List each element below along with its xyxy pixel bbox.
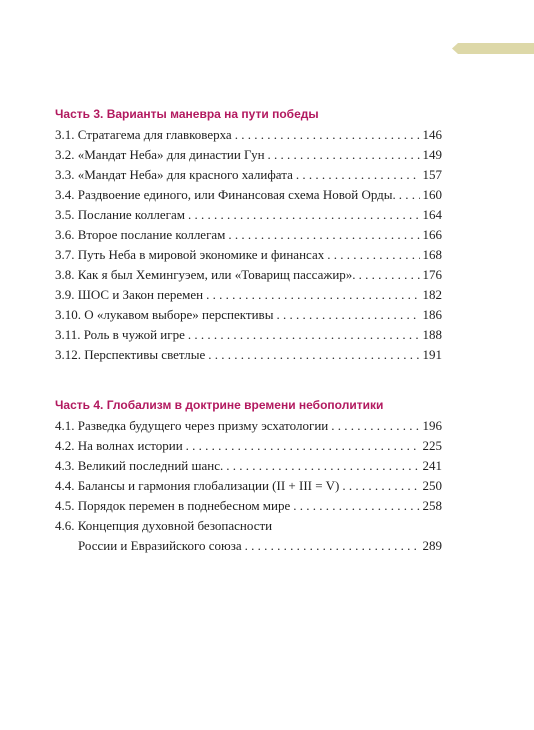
toc-entry-title: 3.6. Второе послание коллегам (55, 227, 226, 242)
toc-entry-4-6[interactable] (55, 516, 442, 556)
toc-entry-title: 4.3. Великий последний шанс. (55, 458, 224, 473)
toc-entry-page: 149 (422, 147, 442, 162)
dot-leader (342, 476, 419, 496)
dot-leader (296, 165, 420, 185)
toc-entry[interactable] (55, 456, 442, 476)
toc-entry-page: 186 (422, 307, 442, 322)
toc-part-4 (55, 396, 442, 556)
toc-entry-title-line1: 4.6. Концепция духовной безопасности (55, 518, 273, 533)
dot-leader (186, 436, 420, 456)
toc-entry-page: 191 (422, 347, 442, 362)
part-4-heading: Часть 4. Глобализм в доктрине времени небополитики (55, 398, 384, 412)
toc-entry-page: 168 (422, 247, 442, 262)
toc-entry-title: 3.5. Послание коллегам (55, 207, 185, 222)
toc-entry-page: 289 (422, 538, 442, 553)
toc-entry-page: 250 (422, 478, 442, 493)
toc-entry[interactable] (55, 476, 442, 496)
toc-entry-page: 182 (422, 287, 442, 302)
toc-entry-page: 166 (422, 227, 442, 242)
toc-entry[interactable] (55, 225, 442, 245)
toc-entry[interactable] (55, 145, 442, 165)
part-4-entries (55, 416, 442, 516)
toc-entry[interactable] (55, 436, 442, 456)
dot-leader (327, 245, 419, 265)
toc-entry-title: 3.4. Раздвоение единого, или Финансовая схема Новой Орды. (55, 187, 396, 202)
dot-leader (208, 345, 419, 365)
dot-leader (245, 536, 420, 556)
toc-entry-title: 3.8. Как я был Хемингуэем, или «Товарищ пассажир». (55, 267, 356, 282)
dot-leader (276, 305, 419, 325)
toc-entry[interactable] (55, 165, 442, 185)
toc-entry-title-line2: России и Евразийского союза (78, 538, 242, 553)
toc-entry-continuation (55, 536, 442, 556)
toc-entry-title: 4.1. Разведка будущего через призму эсхатологии (55, 418, 329, 433)
toc-entry-page: 176 (422, 267, 442, 282)
toc-entry-page: 258 (422, 498, 442, 513)
dot-leader (399, 185, 420, 205)
dot-leader (188, 205, 420, 225)
toc-entry-title: 3.3. «Мандат Неба» для красного халифата (55, 167, 293, 182)
toc-entry-title: 3.9. ШОС и Закон перемен (55, 287, 204, 302)
dot-leader (293, 496, 419, 516)
toc-entry-page: 196 (422, 418, 442, 433)
toc-entry-title: 4.5. Порядок перемен в поднебесном мире (55, 498, 291, 513)
toc-entry-page: 146 (422, 127, 442, 142)
toc-entry-title: 4.2. На волнах истории (55, 438, 183, 453)
toc-entry-page: 188 (422, 327, 442, 342)
dot-leader (228, 225, 419, 245)
toc-entry-title: 3.2. «Мандат Неба» для династии Гун (55, 147, 265, 162)
toc-entry-page: 160 (422, 187, 442, 202)
toc-entry[interactable] (55, 265, 442, 285)
toc-entry[interactable] (55, 496, 442, 516)
toc-entry-title: 3.7. Путь Неба в мировой экономике и финансах (55, 247, 325, 262)
toc-entry[interactable] (55, 325, 442, 345)
dot-leader (206, 285, 419, 305)
toc-entry-title: 3.10. О «лукавом выборе» перспективы (55, 307, 274, 322)
dot-leader (268, 145, 420, 165)
toc-entry-page: 157 (422, 167, 442, 182)
page-tab-marker (452, 43, 534, 54)
toc-entry[interactable] (55, 416, 442, 436)
toc-entry[interactable] (55, 345, 442, 365)
dot-leader (235, 125, 420, 145)
toc-entry[interactable] (55, 205, 442, 225)
toc-part-3 (55, 105, 442, 365)
toc-entry-title: 4.4. Балансы и гармония глобализации (II + III = V) (55, 478, 340, 493)
toc-entry[interactable] (55, 285, 442, 305)
toc-entry-title: 3.12. Перспективы светлые (55, 347, 206, 362)
toc-entry[interactable] (55, 125, 442, 145)
dot-leader (188, 325, 420, 345)
toc-entry-title: 3.1. Стратагема для главковерха (55, 127, 232, 142)
toc-entry[interactable] (55, 245, 442, 265)
part-3-entries (55, 125, 442, 365)
part-3-heading: Часть 3. Варианты маневра на пути победы (55, 107, 319, 121)
toc-entry[interactable] (55, 185, 442, 205)
dot-leader (226, 456, 419, 476)
toc-entry-title: 3.11. Роль в чужой игре (55, 327, 185, 342)
dot-leader (331, 416, 419, 436)
toc-entry[interactable] (55, 305, 442, 325)
toc-entry-page: 225 (422, 438, 442, 453)
toc-entry-page: 241 (422, 458, 442, 473)
dot-leader (359, 265, 420, 285)
toc-entry-page: 164 (422, 207, 442, 222)
